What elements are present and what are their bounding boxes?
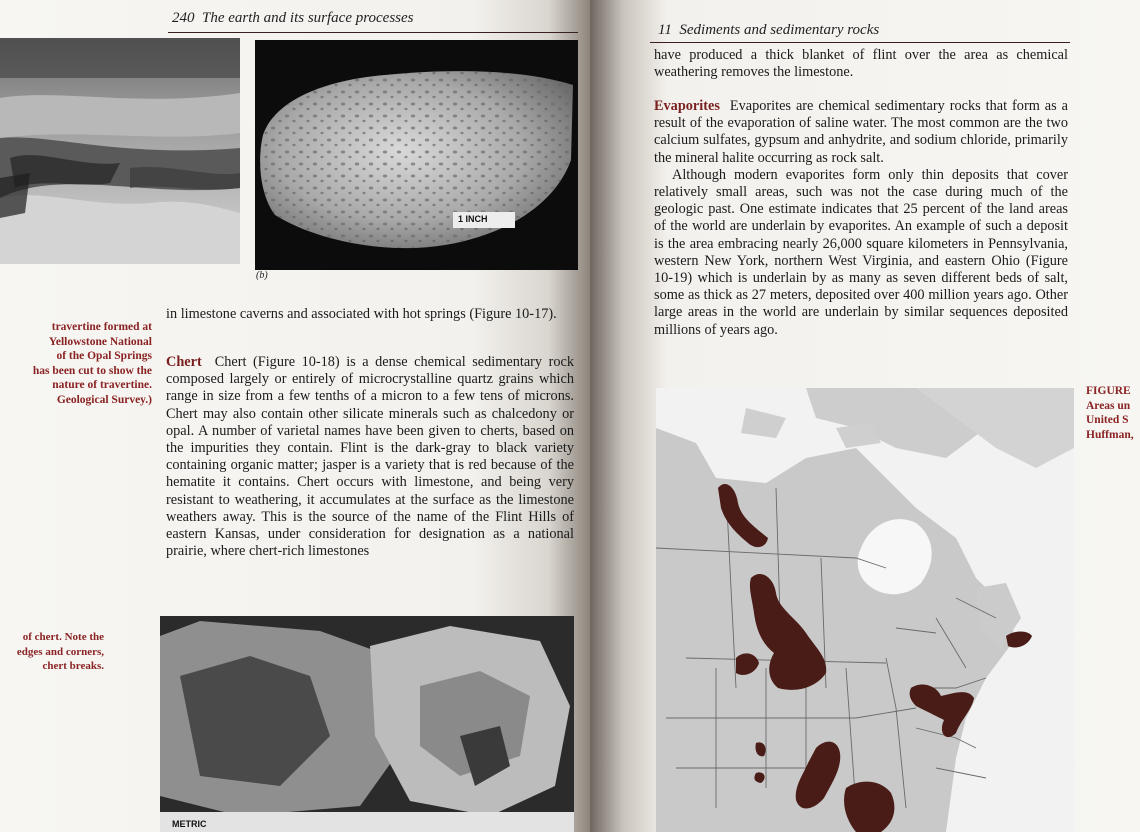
right-page — [590, 0, 1140, 832]
paragraph-continued — [654, 47, 1068, 81]
header-rule — [168, 32, 578, 33]
map-figure-caption: FIGURE Areas un United S Huffman, — [1086, 385, 1134, 441]
running-title: Sediments and sedimentary rocks — [679, 22, 880, 38]
chert-photo — [160, 616, 574, 832]
section-heading-chert: Chert — [166, 354, 202, 370]
section-heading-evaporites: Evaporites — [654, 98, 720, 114]
paragraph-text: in limestone caverns and associated with hot springs (Figure 10-17). — [166, 306, 557, 322]
photo-b-label: (b) — [256, 270, 268, 281]
figure-caption-chert: of chert. Note the edges and corners, chert breaks. — [16, 631, 104, 672]
left-page-header — [172, 10, 414, 27]
page-number: 240 — [172, 10, 195, 26]
running-title: The earth and its surface processes — [202, 10, 414, 26]
header-rule — [650, 42, 1070, 43]
section-evaporites — [654, 98, 1068, 339]
evaporites-text-2: Although modern evaporites form only thin deposits that cover relatively small areas, such was not the case during much of the geologic past. One estimate indicates that 25 percent of the land areas of the world are underlain by evaporites. An example of such a deposit is the area embracing nearly 26,000 square kilometers in Pennsylvania, western New York, northern West Virginia, and eastern Ohio (Figure 10-19) which is underlain by as many as seven different beds of salt, some as thick as 27 meters, deposited over 400 million years ago. Other large areas in the world are underlain by similar sequences deposited millions of years ago. — [654, 166, 1068, 338]
travertine-photo — [0, 38, 240, 264]
paragraph-text: have produced a thick blanket of flint over the area as chemical weathering removes the limestone. — [654, 47, 1068, 81]
evaporite-map — [656, 388, 1074, 832]
paragraph-limestone-caverns — [166, 306, 574, 323]
metric-label: METRIC — [172, 819, 207, 829]
page-number: 11 — [658, 22, 672, 38]
chert-text: Chert (Figure 10-18) is a dense chemical sedimentary rock composed largely or entirely of microcrystalline quartz grains which range in size from a few tenths of a micron to a few tens of microns. Chert may also contain other silicate minerals such as chalcedony or opal. A number of varietal names have been given to cherts, based on the impurities they contain. Flint is the dark-gray to black variety containing organic matter; jasper is a variety that is red because of the hematite it contains. Chert occurs with limestone, and being very resistant to weathering, it accumulates at the surface as the limestone weathers away. This is the source of the name of the Flint Hills of eastern Kansas, under consideration for designation as a national prairie, where chert-rich limestones — [166, 354, 574, 560]
figure-caption-travertine: travertine formed at Yellowstone National of the Opal Springs has been cut to show the nature of travertine. Geological Survey.) — [32, 321, 152, 406]
evaporites-text-1: Evaporites are chemical sedimentary rocks that form as a result of the evaporation of saline water. The most common are the two calcium sulfates, gypsum and anhydrite, and sodium chloride, primarily the mineral halite occurring as rock salt. — [654, 98, 1068, 166]
right-page-header — [658, 22, 879, 39]
specimen-photo — [255, 40, 578, 270]
section-chert — [166, 354, 574, 560]
scale-label: 1 INCH — [458, 214, 488, 224]
